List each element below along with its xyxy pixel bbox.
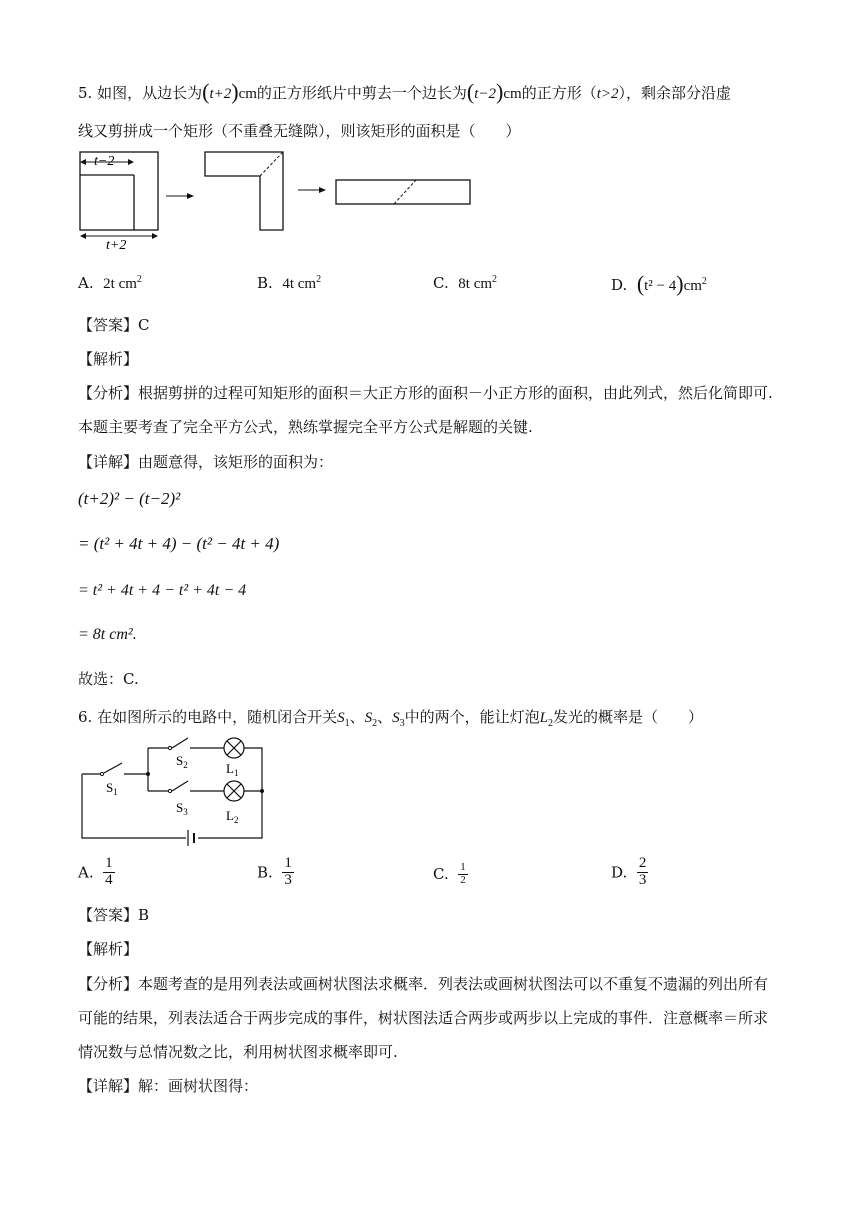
q5-option-a[interactable] — [78, 274, 142, 293]
contact — [168, 789, 171, 792]
option-value: 4t — [282, 276, 295, 292]
stem-text: 如图，从边长为 — [97, 84, 203, 102]
q6-fenxi-line2: 可能的结果，列表法适合于两步完成的事件，树状图法适合两步或两步以上完成的事件．注意概率＝所求 — [78, 1009, 769, 1027]
q5-answer — [78, 314, 150, 335]
answer-value: C — [138, 316, 150, 334]
subscript: 1 — [344, 718, 350, 729]
switch-symbol: S — [392, 710, 400, 726]
option-unit: cm — [297, 276, 317, 292]
xiangjie-text: 由题意得，该矩形的面积为： — [138, 453, 334, 471]
option-unit: cm — [473, 276, 493, 292]
fenxi-tag: 【分析】 — [78, 384, 139, 402]
option-letter: B. — [257, 274, 273, 292]
subscript: 2 — [548, 718, 553, 729]
stem-text: 发光的概率是（ ） — [553, 708, 704, 726]
q6-option-c[interactable] — [433, 862, 468, 886]
subscript: 3 — [399, 718, 405, 729]
dashed-cut — [260, 152, 283, 176]
option-letter: C. — [433, 274, 449, 292]
xiangjie-tag: 【详解】 — [78, 453, 139, 471]
arrowhead — [128, 159, 134, 165]
option-exponent: 2 — [136, 274, 142, 285]
q5-stem-line2: 线又剪拼成一个矩形（不重叠无缝隙），则该矩形的面积是（ ） — [78, 122, 521, 140]
option-letter: A. — [78, 274, 94, 292]
option-value: t² − 4 — [644, 278, 677, 294]
side-small-expr: t−2 — [474, 86, 497, 102]
option-letter: C. — [433, 865, 449, 884]
arrowhead — [80, 159, 86, 165]
option-exponent: 2 — [316, 274, 322, 285]
q5-fenxi-line2: 本题主要考查了完全平方公式，熟练掌握完全平方公式是解题的关键. — [78, 418, 533, 436]
option-letter: B. — [257, 863, 273, 882]
fraction: $\frac{1}{2}$ — [460, 861, 466, 886]
xiangjie-tag: 【详解】 — [78, 1077, 139, 1095]
q5-xiangjie — [78, 451, 333, 472]
answer-value: B — [138, 906, 150, 924]
q5-figure — [76, 148, 476, 252]
side-big-expr: t+2 — [209, 86, 232, 102]
stem-text: ），剩余部分沿虚 — [618, 84, 732, 102]
q5-step3: = t² + 4t + 4 − t² + 4t − 4 — [78, 582, 247, 599]
q6-analysis-tag: 【解析】 — [78, 940, 139, 958]
stem-text: 中的两个，能让灯泡 — [404, 708, 540, 726]
option-exponent: 2 — [701, 276, 707, 287]
q5-option-c[interactable] — [433, 274, 497, 293]
wire — [82, 774, 186, 838]
fenxi-text: 本题考查的是用列表法或画树状图法求概率．列表法或画树状图法可以不重复不遗漏的列出所有 — [138, 975, 769, 993]
option-letter: D. — [611, 276, 628, 294]
arrowhead — [187, 193, 194, 199]
junction — [260, 789, 264, 793]
q6-fenxi-line1 — [78, 973, 768, 994]
option-unit: cm — [683, 278, 702, 294]
q6-xiangjie — [78, 1075, 258, 1096]
q5-option-b[interactable] — [257, 274, 321, 293]
dashed-cut — [394, 180, 416, 204]
q6-option-d[interactable] — [611, 856, 648, 889]
switch-symbol: S — [337, 710, 345, 726]
separator: 、 — [349, 708, 365, 726]
wire — [244, 748, 262, 791]
switch-s3 — [172, 781, 188, 791]
label-s2: $S_2$ — [176, 753, 188, 770]
unit: cm — [503, 86, 522, 102]
arrowhead — [80, 233, 86, 239]
q6-answer — [78, 904, 149, 925]
question-number: 5. — [78, 84, 93, 102]
switch-s2 — [172, 738, 188, 748]
label-s3: $S_3$ — [176, 800, 188, 817]
fraction: $\frac{1}{3}$ — [284, 855, 292, 888]
stem-text: 的正方形纸片中剪去一个边长为 — [256, 84, 467, 102]
big-square — [80, 152, 158, 230]
question-number: 6. — [78, 708, 93, 726]
stem-text: 的正方形（ — [521, 84, 597, 102]
answer-tag: 【答案】 — [78, 906, 139, 924]
bulb-symbol: L — [539, 710, 548, 726]
option-value: 8t — [458, 276, 470, 292]
q6-fenxi-line3: 情况数与总情况数之比，利用树状图求概率即可. — [78, 1043, 398, 1061]
option-letter: A. — [78, 863, 94, 882]
label-s1: $S_1$ — [106, 780, 118, 797]
fraction: $\frac{2}{3}$ — [638, 855, 647, 888]
xiangjie-text: 解：画树状图得： — [138, 1077, 259, 1095]
q5-step1: (t+2)² − (t−2)² — [78, 489, 181, 508]
subscript: 2 — [372, 718, 378, 729]
label-l2: $L_2$ — [226, 808, 239, 825]
condition: t>2 — [596, 86, 619, 102]
option-unit: cm — [118, 276, 137, 292]
arrowhead — [152, 233, 158, 239]
fenxi-tag: 【分析】 — [78, 975, 139, 993]
q5-fenxi-line1 — [78, 382, 773, 403]
arrowhead — [319, 187, 326, 193]
stem-text: 在如图所示的电路中，随机闭合开关 — [97, 708, 338, 726]
option-exponent: 2 — [492, 274, 498, 285]
q5-option-d[interactable]: D. $(t^2 - 4)cm^2$ — [611, 271, 707, 296]
q5-step4: = 8t cm². — [78, 626, 137, 643]
q6-option-b[interactable] — [257, 856, 294, 889]
contact — [168, 746, 171, 749]
switch-symbol: S — [364, 710, 373, 726]
junction — [146, 772, 150, 776]
dimension-label-bottom: t+2 — [106, 238, 127, 252]
q5-stem-line1: 5. 如图，从边长为(t+2)cm的正方形纸片中剪去一个边长为(t−2)cm的正方形（t>2），剩余部分沿虚 — [78, 79, 732, 104]
dimension-label-top: t−2 — [94, 154, 115, 169]
option-letter: D. — [611, 863, 628, 882]
q5-conclusion: 故选：C. — [78, 670, 139, 688]
circuit-diagram — [76, 734, 276, 854]
contact — [100, 772, 103, 775]
q5-analysis-tag: 【解析】 — [78, 350, 139, 368]
option-value: 2t — [103, 276, 115, 292]
result-rectangle — [336, 180, 470, 204]
fraction: $\frac{1}{4}$ — [105, 855, 113, 888]
label-l1: $L_1$ — [226, 761, 239, 778]
answer-tag: 【答案】 — [78, 316, 139, 334]
unit: cm — [238, 86, 257, 102]
fenxi-text: 根据剪拼的过程可知矩形的面积＝大正方形的面积－小正方形的面积，由此列式，然后化简即可. — [138, 384, 773, 402]
switch-s1 — [104, 763, 122, 773]
q6-stem — [78, 706, 703, 729]
q5-step2: = (t² + 4t + 4) − (t² − 4t + 4) — [78, 534, 280, 553]
q6-option-a[interactable] — [78, 856, 115, 889]
separator: 、 — [377, 708, 393, 726]
